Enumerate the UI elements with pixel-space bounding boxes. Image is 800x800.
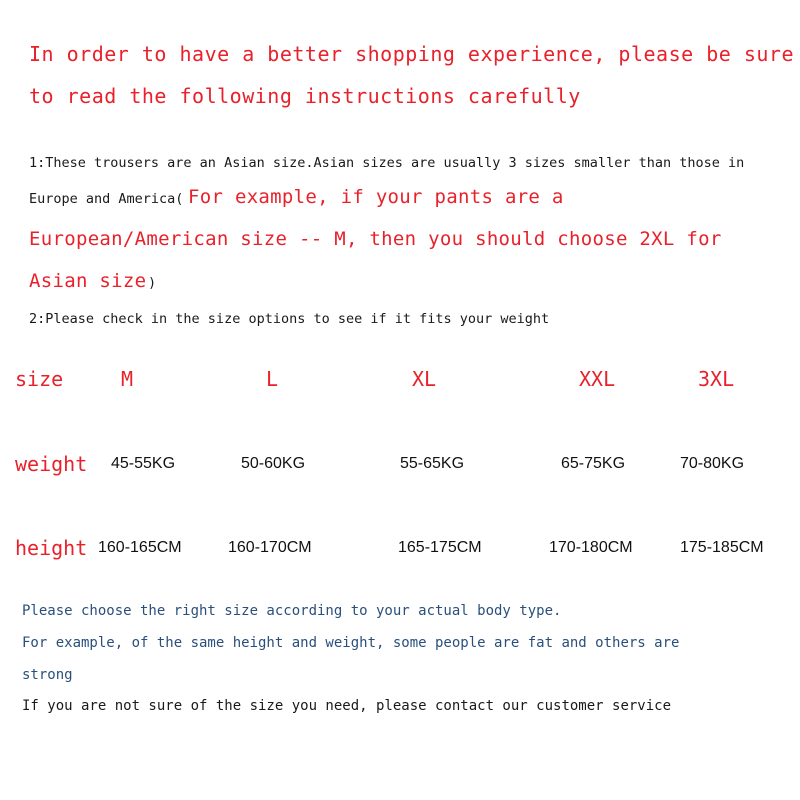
instruction-1-cont: Europe and America(: [29, 191, 184, 207]
size-option: M: [121, 367, 134, 391]
instruction-1-text: 1:These trousers are an Asian size.Asian sizes are usually 3 sizes smaller than those in: [29, 155, 745, 171]
footer-note-1: Please choose the right size according to your actual body type.: [22, 603, 562, 619]
size-option: L: [266, 367, 279, 391]
height-value: 160-165CM: [98, 539, 182, 556]
height-row-label: height: [15, 536, 88, 560]
footer-note-4: If you are not sure of the size you need, please contact our customer service: [22, 698, 672, 714]
height-value: 175-185CM: [680, 539, 764, 556]
size-option: XL: [412, 367, 437, 391]
instruction-1-example-a: For example, if your pants are a: [188, 186, 564, 208]
size-option: 3XL: [698, 367, 735, 391]
footer-note-3: strong: [22, 667, 73, 683]
instruction-1-example-c: Asian size: [29, 270, 147, 292]
instruction-1-close: ): [148, 275, 157, 291]
instruction-1-example-b: European/American size -- M, then you should choose 2XL for: [29, 228, 722, 250]
weight-value: 55-65KG: [400, 455, 465, 472]
weight-value: 50-60KG: [241, 455, 306, 472]
headline-line-1: In order to have a better shopping experience, please be sure: [29, 42, 795, 66]
footer-note-2: For example, of the same height and weight, some people are fat and others are: [22, 635, 680, 651]
weight-row-label: weight: [15, 452, 88, 476]
height-value: 170-180CM: [549, 539, 633, 556]
height-value: 165-175CM: [398, 539, 482, 556]
size-row-label: size: [15, 367, 64, 391]
weight-value: 45-55KG: [111, 455, 176, 472]
instruction-2-text: 2:Please check in the size options to see if it fits your weight: [29, 311, 550, 327]
weight-value: 65-75KG: [561, 455, 626, 472]
headline-line-2: to read the following instructions carefully: [29, 84, 581, 108]
weight-value: 70-80KG: [680, 455, 745, 472]
height-value: 160-170CM: [228, 539, 312, 556]
size-option: XXL: [579, 367, 616, 391]
